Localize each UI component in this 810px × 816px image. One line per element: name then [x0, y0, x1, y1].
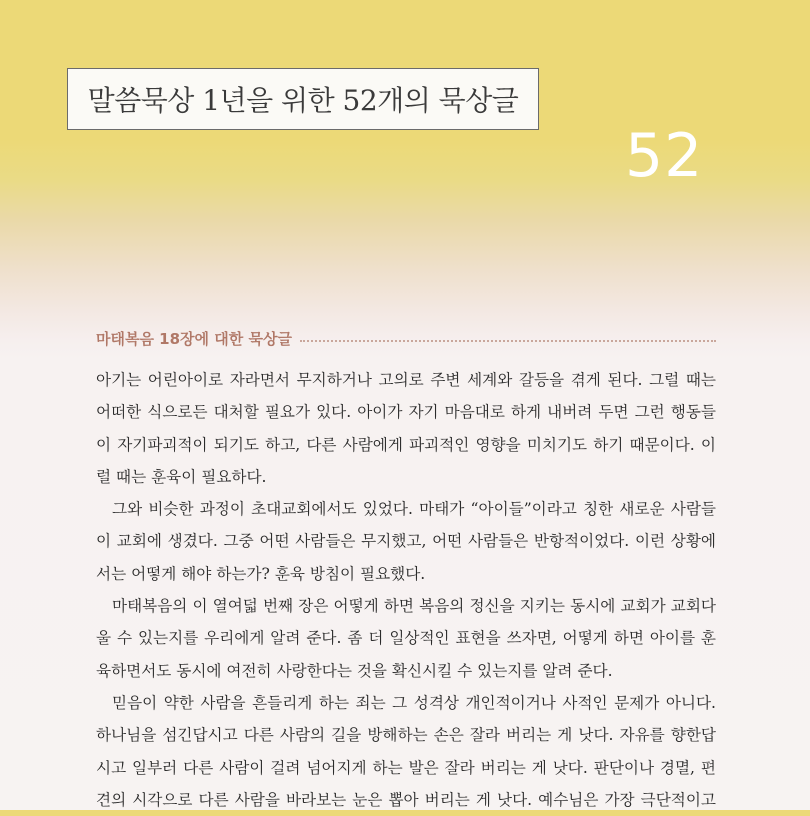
- body-line: 그와 비슷한 과정이 초대교회에서도 있었다. 마태가 “아이들”이라고 칭한 새로운 사람들: [112, 500, 716, 519]
- section-heading: [96, 328, 716, 349]
- body-line: 시고 일부러 다른 사람이 걸려 넘어지게 하는 발은 잘라 버리는 게 낫다. 판단이나 경멸, 편: [96, 758, 716, 777]
- body-line: 믿음이 약한 사람을 흔들리게 하는 죄는 그 성격상 개인적이거나 사적인 문제가 아니다.: [112, 693, 716, 712]
- body-line: 아기는 어린아이로 자라면서 무지하거나 고의로 주변 세계와 갈등을 겪게 된다. 그럴 때는: [96, 371, 716, 389]
- body-line: 울 수 있는지를 우리에게 알려 준다. 좀 더 일상적인 표현을 쓰자면, 어떻게 하면 아이를 훈: [96, 629, 716, 648]
- book-title: 말씀묵상 1년을 위한 52개의 묵상글: [87, 84, 519, 117]
- body-line: 마태복음의 이 열여덟 번째 장은 어떻게 하면 복음의 정신을 지키는 동시에 교회가 교회다: [112, 597, 716, 616]
- body-text: [96, 364, 716, 816]
- body-line: 하나님을 섬긴답시고 다른 사람의 길을 방해하는 손은 잘라 버리는 게 낫다. 자유를 향한답: [96, 726, 716, 745]
- body-line: 이 교회에 생겼다. 그중 어떤 사람들은 무지했고, 어떤 사람들은 반항적이었다. 이런 상황에: [96, 532, 716, 551]
- body-line: 이 자기파괴적이 되기도 하고, 다른 사람에게 파괴적인 영향을 미치기도 하기 때문이다. 이: [96, 435, 716, 454]
- body-line: 어떠한 식으로든 대처할 필요가 있다. 아이가 자기 마음대로 하게 내버려 두면 그런 행동들: [96, 403, 716, 422]
- body-line: 견의 시각으로 다른 사람을 바라보는 눈은 뽑아 버리는 게 낫다. 예수님은 가장 극단적이고: [96, 790, 716, 809]
- book-title-box: [67, 68, 539, 130]
- chapter-number: 52: [625, 121, 704, 191]
- body-line: 육하면서도 동시에 여전히 사랑한다는 것을 확신시킬 수 있는지를 알려 준다.: [96, 661, 613, 680]
- dotted-leader: [300, 340, 716, 342]
- body-line: 서는 어떻게 해야 하는가? 훈육 방침이 필요했다.: [96, 564, 426, 583]
- section-heading-label: 마태복음 18장에 대한 묵상글: [96, 330, 292, 348]
- body-line: 럴 때는 훈육이 필요하다.: [96, 467, 267, 486]
